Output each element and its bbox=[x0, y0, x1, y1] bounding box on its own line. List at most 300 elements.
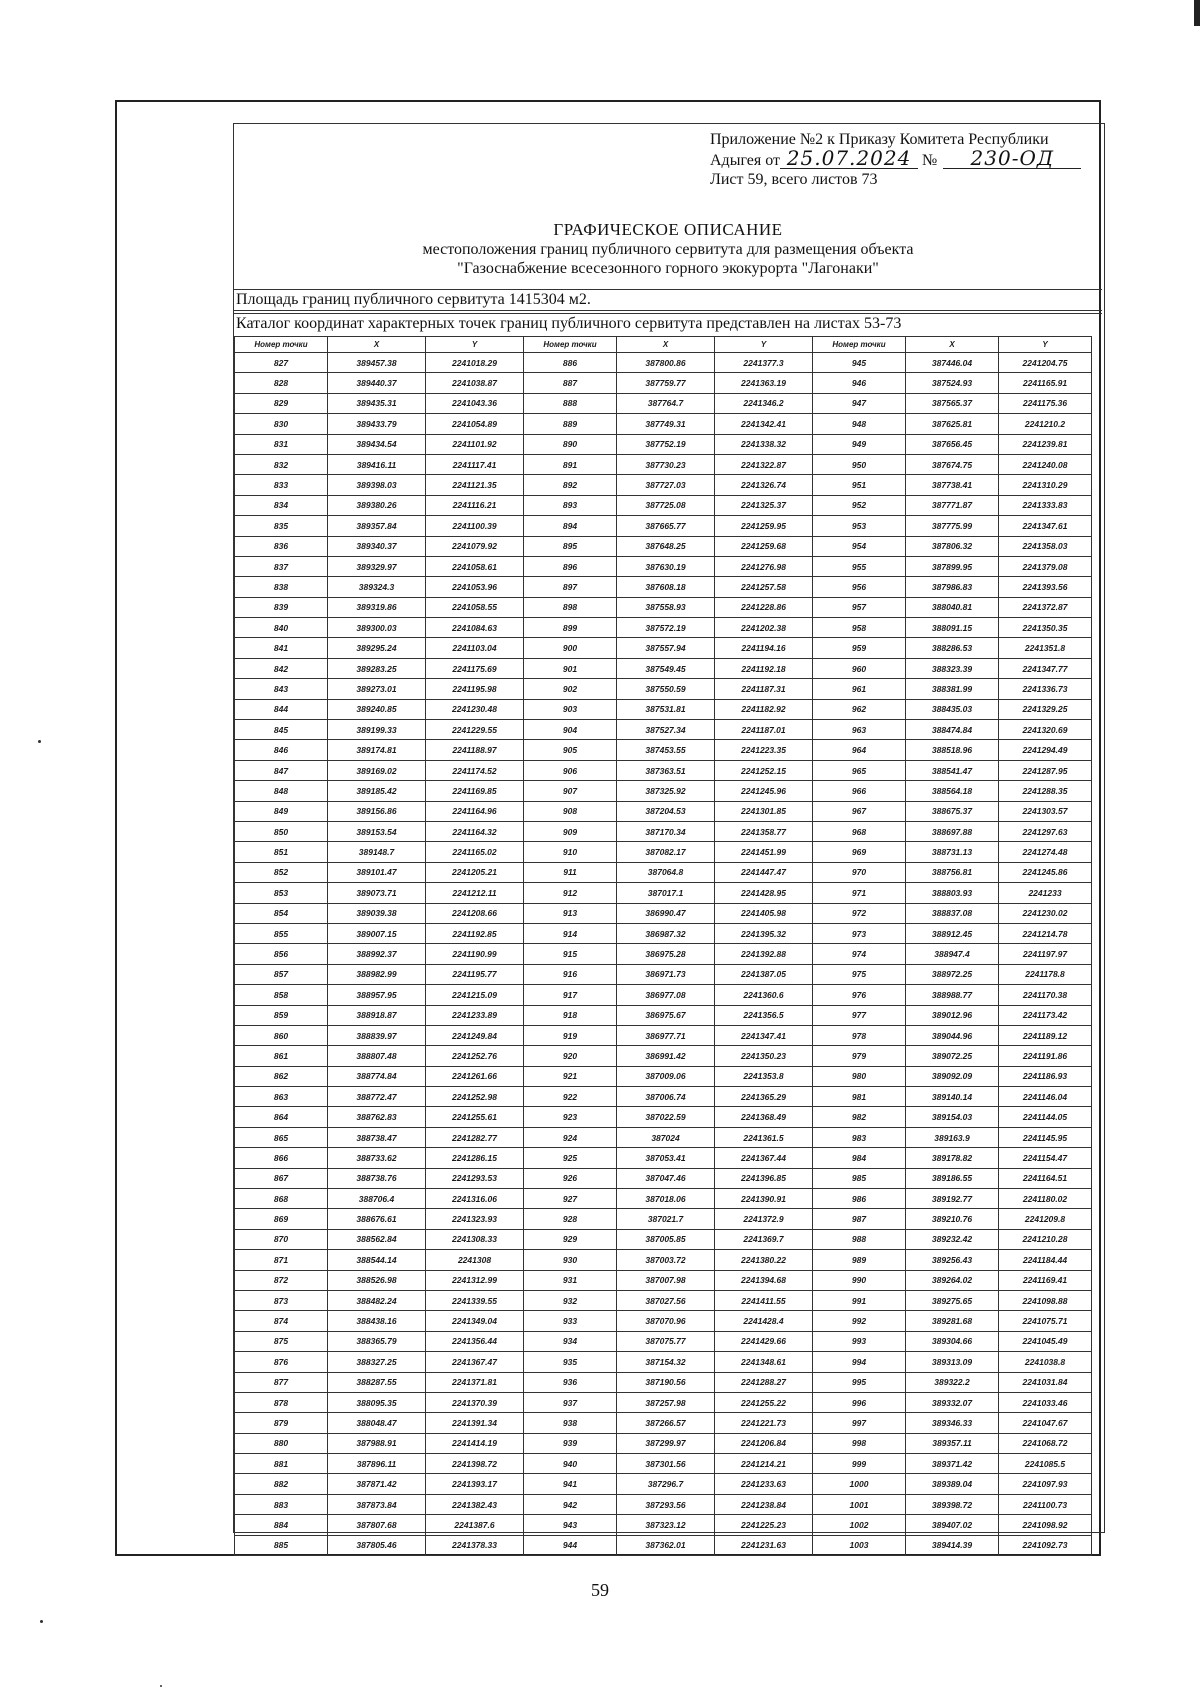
cell-y-value: 2241202.38 bbox=[715, 618, 813, 638]
table-row bbox=[235, 1474, 1092, 1494]
table-row bbox=[235, 1148, 1092, 1168]
table-row bbox=[235, 883, 1092, 903]
cell-y-value: 2241372.9 bbox=[715, 1209, 813, 1229]
cell-y-value: 2241225.23 bbox=[715, 1515, 813, 1535]
cell-point-number: 984 bbox=[813, 1148, 906, 1168]
cell-x-value: 387986.83 bbox=[906, 577, 999, 597]
cell-point-number: 987 bbox=[813, 1209, 906, 1229]
cell-x-value: 389433.79 bbox=[328, 414, 426, 434]
cell-y-value: 2241174.52 bbox=[426, 760, 524, 780]
cell-point-number: 923 bbox=[524, 1107, 617, 1127]
cell-point-number: 866 bbox=[235, 1148, 328, 1168]
cell-y-value: 2241209.8 bbox=[999, 1209, 1092, 1229]
cell-x-value: 388988.77 bbox=[906, 985, 999, 1005]
cell-x-value: 387323.12 bbox=[617, 1515, 715, 1535]
table-row bbox=[235, 1005, 1092, 1025]
cell-y-value: 2241350.35 bbox=[999, 618, 1092, 638]
cell-y-value: 2241097.93 bbox=[999, 1474, 1092, 1494]
cell-point-number: 899 bbox=[524, 618, 617, 638]
cell-x-value: 389163.9 bbox=[906, 1127, 999, 1147]
cell-x-value: 388839.97 bbox=[328, 1025, 426, 1045]
cell-point-number: 918 bbox=[524, 1005, 617, 1025]
header-point-number: Номер точки bbox=[524, 337, 617, 353]
cell-x-value: 387738.41 bbox=[906, 475, 999, 495]
cell-point-number: 895 bbox=[524, 536, 617, 556]
cell-y-value: 2241392.88 bbox=[715, 944, 813, 964]
cell-y-value: 2241054.89 bbox=[426, 414, 524, 434]
cell-y-value: 2241310.29 bbox=[999, 475, 1092, 495]
cell-y-value: 2241033.46 bbox=[999, 1392, 1092, 1412]
cell-x-value: 387170.34 bbox=[617, 821, 715, 841]
cell-x-value: 387730.23 bbox=[617, 454, 715, 474]
cell-point-number: 981 bbox=[813, 1087, 906, 1107]
cell-point-number: 855 bbox=[235, 923, 328, 943]
appendix-line: Приложение №2 к Приказу Комитета Республики bbox=[710, 131, 1049, 148]
cell-y-value: 2241164.32 bbox=[426, 821, 524, 841]
cell-x-value: 389295.24 bbox=[328, 638, 426, 658]
cell-point-number: 843 bbox=[235, 679, 328, 699]
cell-point-number: 973 bbox=[813, 923, 906, 943]
cell-y-value: 2241367.47 bbox=[426, 1352, 524, 1372]
cell-point-number: 951 bbox=[813, 475, 906, 495]
cell-point-number: 840 bbox=[235, 618, 328, 638]
cell-y-value: 2241356.5 bbox=[715, 1005, 813, 1025]
cell-point-number: 928 bbox=[524, 1209, 617, 1229]
cell-y-value: 2241378.33 bbox=[426, 1535, 524, 1555]
cell-point-number: 835 bbox=[235, 516, 328, 536]
cell-x-value: 389346.33 bbox=[906, 1413, 999, 1433]
cell-x-value: 387557.94 bbox=[617, 638, 715, 658]
cell-point-number: 854 bbox=[235, 903, 328, 923]
cell-y-value: 2241288.35 bbox=[999, 781, 1092, 801]
cell-x-value: 389398.03 bbox=[328, 475, 426, 495]
table-row bbox=[235, 679, 1092, 699]
cell-y-value: 2241347.61 bbox=[999, 516, 1092, 536]
cell-x-value: 387293.56 bbox=[617, 1494, 715, 1514]
cell-y-value: 2241286.15 bbox=[426, 1148, 524, 1168]
table-row bbox=[235, 1290, 1092, 1310]
cell-y-value: 2241414.19 bbox=[426, 1433, 524, 1453]
header-x: X bbox=[906, 337, 999, 353]
cell-y-value: 2241100.73 bbox=[999, 1494, 1092, 1514]
cell-y-value: 2241058.55 bbox=[426, 597, 524, 617]
table-row bbox=[235, 393, 1092, 413]
cell-y-value: 2241391.34 bbox=[426, 1413, 524, 1433]
cell-point-number: 979 bbox=[813, 1046, 906, 1066]
header-point-number: Номер точки bbox=[813, 337, 906, 353]
table-row bbox=[235, 740, 1092, 760]
cell-x-value: 386971.73 bbox=[617, 964, 715, 984]
cell-y-value: 2241121.35 bbox=[426, 475, 524, 495]
cell-point-number: 874 bbox=[235, 1311, 328, 1331]
cell-point-number: 853 bbox=[235, 883, 328, 903]
cell-x-value: 388048.47 bbox=[328, 1413, 426, 1433]
cell-y-value: 2241230.02 bbox=[999, 903, 1092, 923]
cell-y-value: 2241360.6 bbox=[715, 985, 813, 1005]
cell-point-number: 952 bbox=[813, 495, 906, 515]
cell-y-value: 2241396.85 bbox=[715, 1168, 813, 1188]
cell-point-number: 961 bbox=[813, 679, 906, 699]
cell-x-value: 389186.55 bbox=[906, 1168, 999, 1188]
cell-y-value: 2241276.98 bbox=[715, 556, 813, 576]
table-row bbox=[235, 1107, 1092, 1127]
table-row bbox=[235, 923, 1092, 943]
table-row bbox=[235, 434, 1092, 454]
table-row bbox=[235, 1372, 1092, 1392]
cell-y-value: 2241170.38 bbox=[999, 985, 1092, 1005]
cell-point-number: 921 bbox=[524, 1066, 617, 1086]
cell-x-value: 389007.15 bbox=[328, 923, 426, 943]
cell-point-number: 956 bbox=[813, 577, 906, 597]
cell-x-value: 388972.25 bbox=[906, 964, 999, 984]
cell-point-number: 939 bbox=[524, 1433, 617, 1453]
area-statement: Площадь границ публичного сервитута 1415304 м2. bbox=[234, 289, 1102, 311]
cell-y-value: 2241018.29 bbox=[426, 353, 524, 373]
cell-y-value: 2241259.95 bbox=[715, 516, 813, 536]
cell-x-value: 387047.46 bbox=[617, 1168, 715, 1188]
cell-x-value: 387800.86 bbox=[617, 353, 715, 373]
cell-x-value: 389416.11 bbox=[328, 454, 426, 474]
cell-y-value: 2241395.32 bbox=[715, 923, 813, 943]
cell-x-value: 387648.25 bbox=[617, 536, 715, 556]
table-row bbox=[235, 373, 1092, 393]
cell-x-value: 388474.84 bbox=[906, 720, 999, 740]
cell-x-value: 388807.48 bbox=[328, 1046, 426, 1066]
cell-x-value: 387325.92 bbox=[617, 781, 715, 801]
cell-y-value: 2241312.99 bbox=[426, 1270, 524, 1290]
cell-y-value: 2241038.8 bbox=[999, 1352, 1092, 1372]
table-row bbox=[235, 1454, 1092, 1474]
cell-y-value: 2241230.48 bbox=[426, 699, 524, 719]
cell-point-number: 919 bbox=[524, 1025, 617, 1045]
cell-x-value: 387009.06 bbox=[617, 1066, 715, 1086]
cell-y-value: 2241428.95 bbox=[715, 883, 813, 903]
cell-x-value: 389210.76 bbox=[906, 1209, 999, 1229]
cell-x-value: 387027.56 bbox=[617, 1290, 715, 1310]
cell-point-number: 993 bbox=[813, 1331, 906, 1351]
cell-point-number: 911 bbox=[524, 862, 617, 882]
cell-y-value: 2241215.09 bbox=[426, 985, 524, 1005]
cell-point-number: 932 bbox=[524, 1290, 617, 1310]
table-row bbox=[235, 1250, 1092, 1270]
cell-x-value: 388323.39 bbox=[906, 658, 999, 678]
cell-point-number: 915 bbox=[524, 944, 617, 964]
cell-x-value: 387807.68 bbox=[328, 1515, 426, 1535]
cell-point-number: 908 bbox=[524, 801, 617, 821]
cell-y-value: 2241204.75 bbox=[999, 353, 1092, 373]
cell-point-number: 985 bbox=[813, 1168, 906, 1188]
cell-x-value: 389256.43 bbox=[906, 1250, 999, 1270]
cell-y-value: 2241293.53 bbox=[426, 1168, 524, 1188]
header-y: Y bbox=[426, 337, 524, 353]
cell-y-value: 2241326.74 bbox=[715, 475, 813, 495]
cell-point-number: 904 bbox=[524, 720, 617, 740]
cell-y-value: 2241184.44 bbox=[999, 1250, 1092, 1270]
cell-x-value: 389275.65 bbox=[906, 1290, 999, 1310]
cell-y-value: 2241322.87 bbox=[715, 454, 813, 474]
cell-x-value: 389304.66 bbox=[906, 1331, 999, 1351]
cell-y-value: 2241045.49 bbox=[999, 1331, 1092, 1351]
cell-point-number: 953 bbox=[813, 516, 906, 536]
cell-y-value: 2241178.8 bbox=[999, 964, 1092, 984]
cell-y-value: 2241274.48 bbox=[999, 842, 1092, 862]
table-row bbox=[235, 1046, 1092, 1066]
cell-y-value: 2241164.51 bbox=[999, 1168, 1092, 1188]
cell-point-number: 863 bbox=[235, 1087, 328, 1107]
cell-x-value: 387725.08 bbox=[617, 495, 715, 515]
cell-y-value: 2241229.55 bbox=[426, 720, 524, 740]
cell-x-value: 388697.88 bbox=[906, 821, 999, 841]
cell-point-number: 920 bbox=[524, 1046, 617, 1066]
cell-y-value: 2241320.69 bbox=[999, 720, 1092, 740]
table-row bbox=[235, 1494, 1092, 1514]
cell-y-value: 2241098.88 bbox=[999, 1290, 1092, 1310]
cell-point-number: 862 bbox=[235, 1066, 328, 1086]
cell-y-value: 2241368.49 bbox=[715, 1107, 813, 1127]
table-row bbox=[235, 353, 1092, 373]
cell-y-value: 2241173.42 bbox=[999, 1005, 1092, 1025]
cell-point-number: 910 bbox=[524, 842, 617, 862]
cell-y-value: 2241195.98 bbox=[426, 679, 524, 699]
cell-y-value: 2241316.06 bbox=[426, 1189, 524, 1209]
cell-x-value: 387363.51 bbox=[617, 760, 715, 780]
cell-x-value: 389192.77 bbox=[906, 1189, 999, 1209]
cell-point-number: 941 bbox=[524, 1474, 617, 1494]
cell-y-value: 2241189.12 bbox=[999, 1025, 1092, 1045]
cell-y-value: 2241372.87 bbox=[999, 597, 1092, 617]
cell-point-number: 1003 bbox=[813, 1535, 906, 1555]
cell-y-value: 2241282.77 bbox=[426, 1127, 524, 1147]
cell-x-value: 389092.09 bbox=[906, 1066, 999, 1086]
cell-y-value: 2241192.85 bbox=[426, 923, 524, 943]
table-row bbox=[235, 618, 1092, 638]
cell-x-value: 387608.18 bbox=[617, 577, 715, 597]
cell-x-value: 389332.07 bbox=[906, 1392, 999, 1412]
cell-x-value: 387190.56 bbox=[617, 1372, 715, 1392]
cell-y-value: 2241047.67 bbox=[999, 1413, 1092, 1433]
cell-point-number: 902 bbox=[524, 679, 617, 699]
cell-point-number: 907 bbox=[524, 781, 617, 801]
cell-x-value: 389398.72 bbox=[906, 1494, 999, 1514]
cell-point-number: 829 bbox=[235, 393, 328, 413]
cell-point-number: 989 bbox=[813, 1250, 906, 1270]
cell-point-number: 917 bbox=[524, 985, 617, 1005]
cell-point-number: 832 bbox=[235, 454, 328, 474]
cell-point-number: 999 bbox=[813, 1454, 906, 1474]
cell-x-value: 388541.47 bbox=[906, 760, 999, 780]
cell-point-number: 963 bbox=[813, 720, 906, 740]
table-row bbox=[235, 1535, 1092, 1555]
cell-x-value: 387527.34 bbox=[617, 720, 715, 740]
cell-point-number: 868 bbox=[235, 1189, 328, 1209]
page-number: 59 bbox=[591, 1580, 609, 1600]
table-header-row bbox=[235, 337, 1092, 353]
cell-x-value: 389457.38 bbox=[328, 353, 426, 373]
cell-x-value: 386977.08 bbox=[617, 985, 715, 1005]
cell-x-value: 389044.96 bbox=[906, 1025, 999, 1045]
cell-y-value: 2241116.21 bbox=[426, 495, 524, 515]
cell-y-value: 2241145.95 bbox=[999, 1127, 1092, 1147]
cell-x-value: 387204.53 bbox=[617, 801, 715, 821]
cell-x-value: 387005.85 bbox=[617, 1229, 715, 1249]
cell-point-number: 946 bbox=[813, 373, 906, 393]
cell-x-value: 389322.2 bbox=[906, 1372, 999, 1392]
cell-point-number: 901 bbox=[524, 658, 617, 678]
header-point-number: Номер точки bbox=[235, 337, 328, 353]
cell-x-value: 388675.37 bbox=[906, 801, 999, 821]
cell-y-value: 2241365.29 bbox=[715, 1087, 813, 1107]
cell-point-number: 996 bbox=[813, 1392, 906, 1412]
cell-point-number: 927 bbox=[524, 1189, 617, 1209]
cell-x-value: 388738.47 bbox=[328, 1127, 426, 1147]
cell-y-value: 2241393.56 bbox=[999, 577, 1092, 597]
cell-x-value: 387453.55 bbox=[617, 740, 715, 760]
header-y: Y bbox=[999, 337, 1092, 353]
cell-y-value: 2241144.05 bbox=[999, 1107, 1092, 1127]
cell-point-number: 879 bbox=[235, 1413, 328, 1433]
cell-y-value: 2241175.36 bbox=[999, 393, 1092, 413]
cell-x-value: 389156.86 bbox=[328, 801, 426, 821]
cell-x-value: 389140.14 bbox=[906, 1087, 999, 1107]
cell-point-number: 922 bbox=[524, 1087, 617, 1107]
cell-x-value: 388091.15 bbox=[906, 618, 999, 638]
table-row bbox=[235, 862, 1092, 882]
table-row bbox=[235, 1515, 1092, 1535]
cell-x-value: 387630.19 bbox=[617, 556, 715, 576]
cell-point-number: 889 bbox=[524, 414, 617, 434]
scan-speck bbox=[160, 1685, 162, 1687]
cell-y-value: 2241249.84 bbox=[426, 1025, 524, 1045]
cell-x-value: 389380.26 bbox=[328, 495, 426, 515]
cell-point-number: 848 bbox=[235, 781, 328, 801]
cell-x-value: 387805.46 bbox=[328, 1535, 426, 1555]
cell-y-value: 2241429.66 bbox=[715, 1331, 813, 1351]
cell-x-value: 387362.01 bbox=[617, 1535, 715, 1555]
cell-x-value: 387022.59 bbox=[617, 1107, 715, 1127]
cell-point-number: 891 bbox=[524, 454, 617, 474]
table-row bbox=[235, 475, 1092, 495]
cell-x-value: 389313.09 bbox=[906, 1352, 999, 1372]
cell-x-value: 389300.03 bbox=[328, 618, 426, 638]
cell-y-value: 2241405.98 bbox=[715, 903, 813, 923]
cell-y-value: 2241038.87 bbox=[426, 373, 524, 393]
cell-x-value: 388365.79 bbox=[328, 1331, 426, 1351]
handwritten-number: 230-ОД bbox=[943, 149, 1081, 169]
table-row bbox=[235, 821, 1092, 841]
cell-point-number: 900 bbox=[524, 638, 617, 658]
cell-point-number: 957 bbox=[813, 597, 906, 617]
cell-point-number: 914 bbox=[524, 923, 617, 943]
cell-point-number: 966 bbox=[813, 781, 906, 801]
cell-x-value: 387572.19 bbox=[617, 618, 715, 638]
cell-y-value: 2241325.37 bbox=[715, 495, 813, 515]
cell-x-value: 387082.17 bbox=[617, 842, 715, 862]
cell-point-number: 897 bbox=[524, 577, 617, 597]
cell-y-value: 2241380.22 bbox=[715, 1250, 813, 1270]
cell-y-value: 2241231.63 bbox=[715, 1535, 813, 1555]
cell-y-value: 2241031.84 bbox=[999, 1372, 1092, 1392]
catalog-statement: Каталог координат характерных точек границ публичного сервитута представлен на листах 53-73 bbox=[234, 313, 1102, 335]
cell-point-number: 850 bbox=[235, 821, 328, 841]
cell-y-value: 2241186.93 bbox=[999, 1066, 1092, 1086]
cell-x-value: 387070.96 bbox=[617, 1311, 715, 1331]
cell-point-number: 992 bbox=[813, 1311, 906, 1331]
cell-y-value: 2241146.04 bbox=[999, 1087, 1092, 1107]
cell-point-number: 856 bbox=[235, 944, 328, 964]
table-row bbox=[235, 903, 1092, 923]
cell-x-value: 387053.41 bbox=[617, 1148, 715, 1168]
table-row bbox=[235, 801, 1092, 821]
cell-x-value: 387257.98 bbox=[617, 1392, 715, 1412]
cell-x-value: 386975.28 bbox=[617, 944, 715, 964]
cell-y-value: 2241188.97 bbox=[426, 740, 524, 760]
cell-x-value: 387299.97 bbox=[617, 1433, 715, 1453]
cell-y-value: 2241210.28 bbox=[999, 1229, 1092, 1249]
cell-x-value: 389072.25 bbox=[906, 1046, 999, 1066]
cell-x-value: 388040.81 bbox=[906, 597, 999, 617]
cell-x-value: 386975.67 bbox=[617, 1005, 715, 1025]
cell-y-value: 2241261.66 bbox=[426, 1066, 524, 1086]
header-y: Y bbox=[715, 337, 813, 353]
table-row bbox=[235, 1433, 1092, 1453]
scan-speck bbox=[38, 740, 41, 743]
cell-point-number: 934 bbox=[524, 1331, 617, 1351]
document-title: ГРАФИЧЕСКОЕ ОПИСАНИЕ bbox=[553, 220, 783, 239]
cell-y-value: 2241398.72 bbox=[426, 1454, 524, 1474]
cell-y-value: 2241214.21 bbox=[715, 1454, 813, 1474]
cell-x-value: 387549.45 bbox=[617, 658, 715, 678]
cell-y-value: 2241387.6 bbox=[426, 1515, 524, 1535]
cell-point-number: 965 bbox=[813, 760, 906, 780]
cell-point-number: 839 bbox=[235, 597, 328, 617]
cell-y-value: 2241394.68 bbox=[715, 1270, 813, 1290]
cell-y-value: 2241323.93 bbox=[426, 1209, 524, 1229]
cell-point-number: 971 bbox=[813, 883, 906, 903]
cell-point-number: 859 bbox=[235, 1005, 328, 1025]
cell-point-number: 845 bbox=[235, 720, 328, 740]
cell-y-value: 2241197.97 bbox=[999, 944, 1092, 964]
cell-y-value: 2241329.25 bbox=[999, 699, 1092, 719]
cell-x-value: 387018.06 bbox=[617, 1189, 715, 1209]
cell-point-number: 975 bbox=[813, 964, 906, 984]
cell-y-value: 2241210.2 bbox=[999, 414, 1092, 434]
cell-point-number: 967 bbox=[813, 801, 906, 821]
cell-point-number: 844 bbox=[235, 699, 328, 719]
cell-x-value: 389407.02 bbox=[906, 1515, 999, 1535]
cell-point-number: 880 bbox=[235, 1433, 328, 1453]
cell-point-number: 860 bbox=[235, 1025, 328, 1045]
table-row bbox=[235, 1025, 1092, 1045]
table-row bbox=[235, 1168, 1092, 1188]
cell-y-value: 2241287.95 bbox=[999, 760, 1092, 780]
cell-y-value: 2241369.7 bbox=[715, 1229, 813, 1249]
cell-point-number: 913 bbox=[524, 903, 617, 923]
scan-speck bbox=[40, 1620, 43, 1623]
cell-point-number: 841 bbox=[235, 638, 328, 658]
cell-point-number: 861 bbox=[235, 1046, 328, 1066]
cell-point-number: 980 bbox=[813, 1066, 906, 1086]
cell-point-number: 1001 bbox=[813, 1494, 906, 1514]
cell-y-value: 2241387.05 bbox=[715, 964, 813, 984]
cell-x-value: 388381.99 bbox=[906, 679, 999, 699]
cell-y-value: 2241245.86 bbox=[999, 862, 1092, 882]
cell-point-number: 898 bbox=[524, 597, 617, 617]
cell-x-value: 388438.16 bbox=[328, 1311, 426, 1331]
cell-y-value: 2241228.86 bbox=[715, 597, 813, 617]
cell-point-number: 937 bbox=[524, 1392, 617, 1412]
cell-y-value: 2241379.08 bbox=[999, 556, 1092, 576]
cell-point-number: 958 bbox=[813, 618, 906, 638]
